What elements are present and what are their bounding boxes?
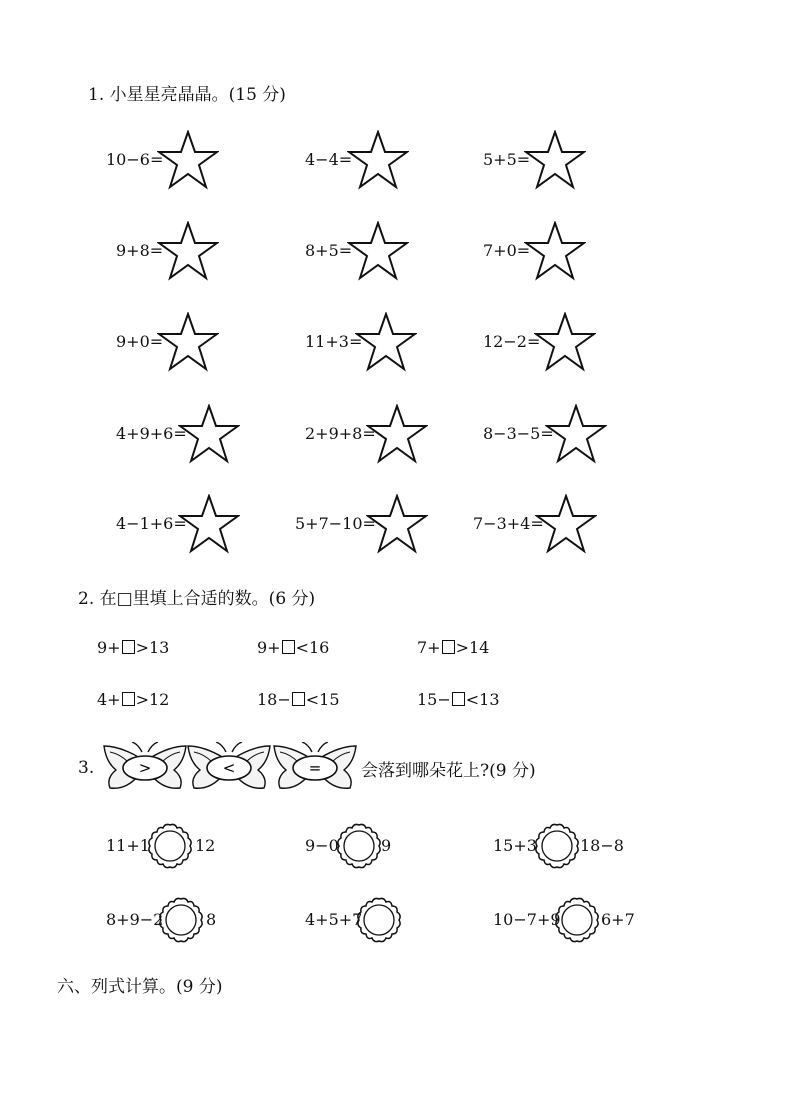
q2-item-1-2 bbox=[257, 638, 329, 657]
answer-star[interactable] bbox=[524, 221, 586, 281]
q2-item-post: >13 bbox=[135, 638, 170, 657]
q3-right-1-3: 18−8 bbox=[580, 836, 624, 855]
answer-box[interactable] bbox=[442, 640, 455, 654]
answer-star[interactable] bbox=[178, 404, 240, 464]
answer-star[interactable] bbox=[347, 130, 409, 190]
q1-expr-5-1: 4−1+6= bbox=[116, 514, 187, 533]
section6-title: 六、列式计算。(9 分) bbox=[57, 977, 223, 997]
answer-star[interactable] bbox=[535, 494, 597, 554]
q3-left-2-3: 10−7+9 bbox=[493, 910, 561, 929]
q1-expr-4-2: 2+9+8= bbox=[305, 424, 376, 443]
q3-number: 3. bbox=[78, 758, 95, 778]
answer-box[interactable] bbox=[282, 640, 295, 654]
q2-item-post: >12 bbox=[135, 690, 170, 709]
q1-expr-3-3: 12−2= bbox=[483, 332, 541, 351]
q2-item-2-2 bbox=[257, 690, 340, 709]
answer-star[interactable] bbox=[157, 130, 219, 190]
butterfly-less-icon bbox=[186, 742, 272, 792]
q1-expr-3-1: 9+0= bbox=[116, 332, 164, 351]
q3-question-text: 会落到哪朵花上?(9 分) bbox=[361, 761, 536, 781]
answer-box[interactable] bbox=[122, 640, 135, 654]
q2-item-pre: 15− bbox=[417, 690, 451, 709]
answer-star[interactable] bbox=[157, 312, 219, 372]
answer-flower-icon[interactable] bbox=[355, 896, 403, 944]
q1-expr-4-3: 8−3−5= bbox=[483, 424, 554, 443]
butterfly-symbol: = bbox=[308, 759, 322, 777]
answer-star[interactable] bbox=[366, 404, 428, 464]
q2-item-post: <15 bbox=[305, 690, 340, 709]
q2-item-pre: 4+ bbox=[97, 690, 121, 709]
answer-star[interactable] bbox=[545, 404, 607, 464]
q2-item-pre: 18− bbox=[257, 690, 291, 709]
answer-star[interactable] bbox=[355, 312, 417, 372]
answer-box[interactable] bbox=[292, 692, 305, 706]
q1-expr-2-3: 7+0= bbox=[483, 241, 531, 260]
q3-left-2-2: 4+5+7 bbox=[305, 910, 363, 929]
answer-star[interactable] bbox=[157, 221, 219, 281]
q1-expr-2-2: 8+5= bbox=[305, 241, 353, 260]
answer-star[interactable] bbox=[534, 312, 596, 372]
q1-expr-1-1: 10−6= bbox=[106, 150, 164, 169]
q3-right-2-1: 8 bbox=[206, 910, 217, 929]
q2-item-pre: 7+ bbox=[417, 638, 441, 657]
butterfly-greater-icon bbox=[102, 742, 188, 792]
q2-item-1-1 bbox=[97, 638, 169, 657]
q1-expr-5-2: 5+7−10= bbox=[295, 514, 376, 533]
q2-item-2-3 bbox=[417, 690, 500, 709]
answer-flower-icon[interactable] bbox=[553, 896, 601, 944]
answer-box[interactable] bbox=[122, 692, 135, 706]
q2-title: 2. 在□里填上合适的数。(6 分) bbox=[78, 589, 316, 609]
q2-item-post: <13 bbox=[465, 690, 500, 709]
q1-expr-2-1: 9+8= bbox=[116, 241, 164, 260]
q1-expr-4-1: 4+9+6= bbox=[116, 424, 187, 443]
q2-item-2-1 bbox=[97, 690, 169, 709]
q3-left-1-1: 11+1 bbox=[106, 836, 150, 855]
butterfly-symbol: > bbox=[138, 759, 152, 777]
q1-expr-1-3: 5+5= bbox=[483, 150, 531, 169]
q2-item-pre: 9+ bbox=[97, 638, 121, 657]
answer-flower-icon[interactable] bbox=[157, 896, 205, 944]
q1-expr-1-2: 4−4= bbox=[305, 150, 353, 169]
q1-title: 1. 小星星亮晶晶。(15 分) bbox=[88, 85, 286, 105]
q3-right-1-1: 12 bbox=[195, 836, 216, 855]
q1-expr-5-3: 7−3+4= bbox=[473, 514, 544, 533]
answer-star[interactable] bbox=[524, 130, 586, 190]
q2-item-post: <16 bbox=[295, 638, 330, 657]
answer-flower-icon[interactable] bbox=[533, 822, 581, 870]
butterfly-symbol: < bbox=[222, 759, 236, 777]
q2-item-1-3 bbox=[417, 638, 489, 657]
butterfly-equal-icon bbox=[272, 742, 358, 792]
q3-left-1-2: 9−0 bbox=[305, 836, 339, 855]
q2-item-post: >14 bbox=[455, 638, 490, 657]
q3-left-1-3: 15+3 bbox=[493, 836, 537, 855]
answer-star[interactable] bbox=[366, 494, 428, 554]
q3-right-1-2: 9 bbox=[381, 836, 392, 855]
q3-left-2-1: 8+9−2 bbox=[106, 910, 164, 929]
answer-star[interactable] bbox=[178, 494, 240, 554]
q3-right-2-3: 6+7 bbox=[601, 910, 635, 929]
answer-flower-icon[interactable] bbox=[146, 822, 194, 870]
q2-item-pre: 9+ bbox=[257, 638, 281, 657]
answer-flower-icon[interactable] bbox=[335, 822, 383, 870]
answer-box[interactable] bbox=[452, 692, 465, 706]
answer-star[interactable] bbox=[347, 221, 409, 281]
q1-expr-3-2: 11+3= bbox=[305, 332, 363, 351]
